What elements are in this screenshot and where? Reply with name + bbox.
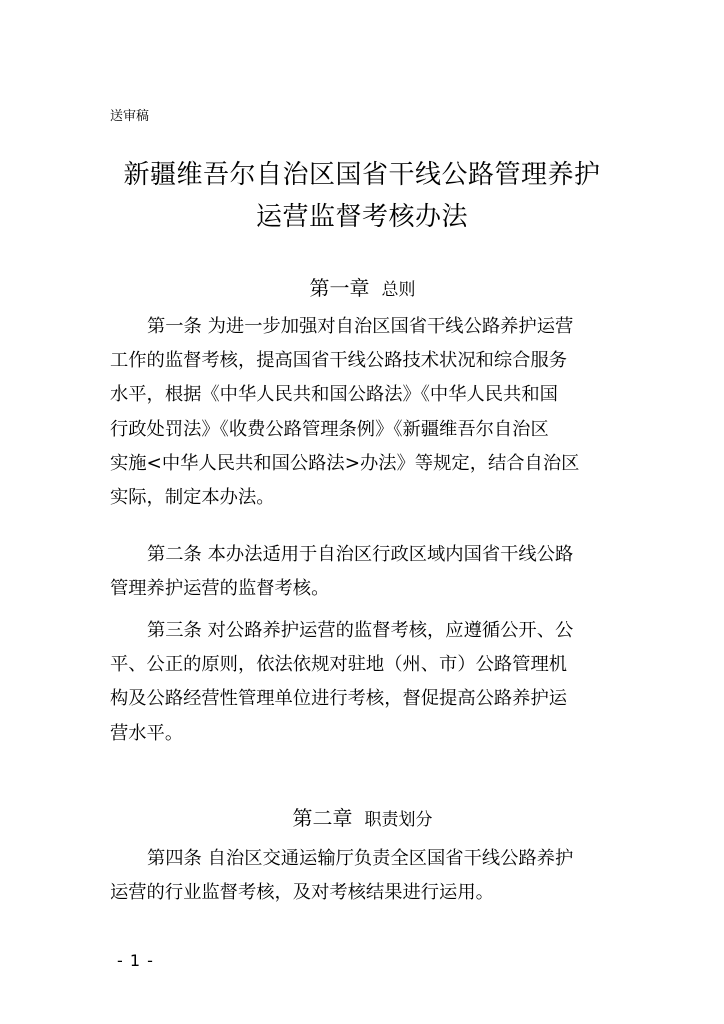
document-title (80, 154, 644, 238)
article-line: 管理养护运营的监督考核。 (110, 578, 330, 600)
article-line: 实际，制定本办法。 (110, 487, 275, 509)
article-line: 行政处罚法》《收费公路管理条例》《新疆维吾尔自治区 (110, 418, 549, 440)
draft-stamp: 送审稿 (110, 109, 150, 124)
chapter-name: 职责划分 (364, 810, 433, 830)
title-line-1: 新疆维吾尔自治区国省干线公路管理养护 (123, 160, 601, 190)
article-line: 营水平。 (110, 722, 184, 744)
chapter-name: 总则 (381, 280, 416, 300)
article-3 (110, 614, 615, 751)
article-line: 第四条 自治区交通运输厅负责全区国省干线公路养护 (147, 848, 574, 869)
article-line: 运营的行业监督考核，及对考核结果进行运用。 (110, 882, 494, 904)
chapter-heading-2 (110, 803, 615, 835)
article-line: 第一条 为进一步加强对自治区国省干线公路养护运营 (147, 316, 574, 337)
chapter-heading-1 (110, 273, 615, 305)
page-number: - 1 - (117, 951, 154, 970)
chapter-number: 第二章 (292, 806, 353, 830)
chapter-number: 第一章 (309, 276, 370, 300)
article-1 (110, 310, 615, 515)
article-line: 实施<中华人民共和国公路法>办法》等规定，结合自治区 (110, 452, 580, 474)
title-line-2: 运营监督考核办法 (255, 202, 468, 232)
article-line: 第二条 本办法适用于自治区行政区域内国省干线公路 (147, 544, 574, 565)
article-line: 构及公路经营性管理单位进行考核，督促提高公路养护运 (110, 688, 568, 710)
article-4 (110, 842, 615, 910)
article-line: 平、公正的原则，依法依规对驻地（州、市）公路管理机 (110, 654, 568, 676)
article-line: 水平，根据《中华人民共和国公路法》《中华人民共和国 (110, 384, 558, 406)
article-line: 第三条 对公路养护运营的监督考核，应遵循公开、公 (147, 620, 574, 641)
article-2 (110, 538, 615, 606)
article-line: 工作的监督考核，提高国省干线公路技术状况和综合服务 (110, 350, 568, 372)
